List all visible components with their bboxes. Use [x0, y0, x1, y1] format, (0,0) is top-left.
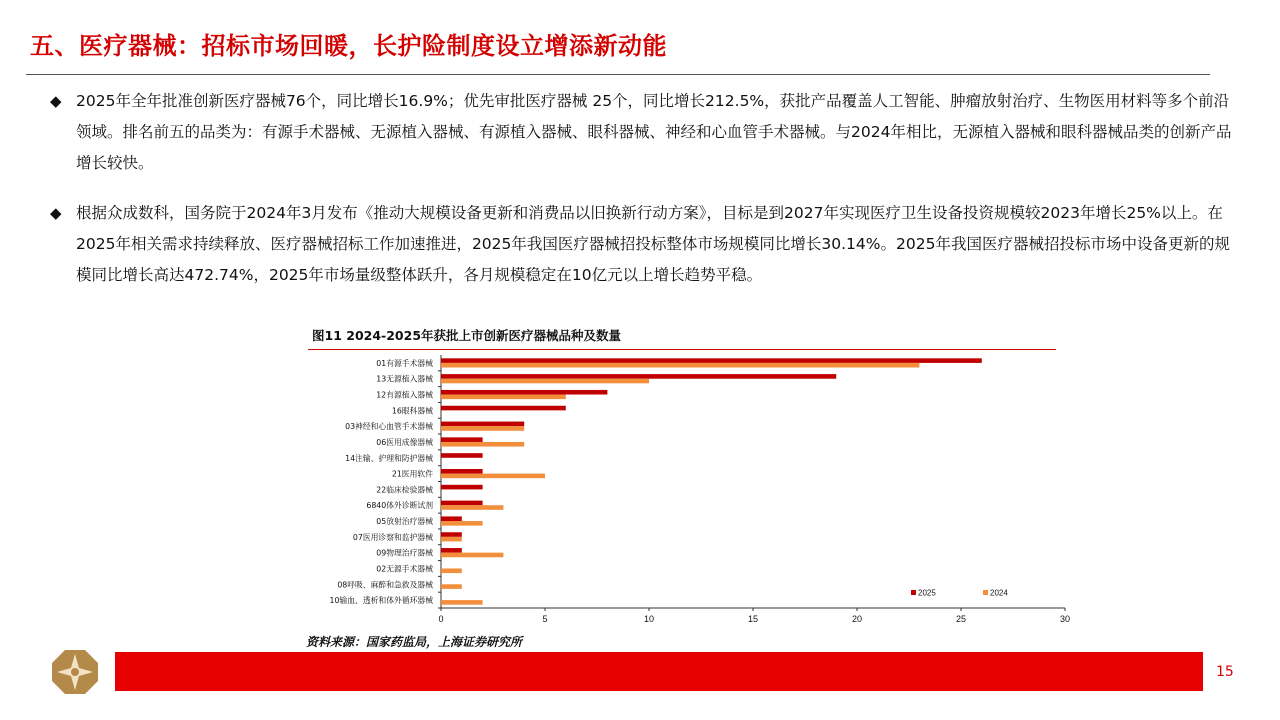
- y-category-label: 08呼吸、麻醉和急救及器械: [337, 580, 433, 590]
- diamond-bullet-icon: ◆: [50, 92, 62, 110]
- bar-2025: [441, 501, 483, 506]
- x-tick-label: 10: [643, 614, 655, 624]
- chart-title-divider: [308, 349, 1056, 350]
- bar-2024: [441, 568, 462, 573]
- bar-2024: [441, 395, 566, 400]
- y-category-label: 01有源手术器械: [376, 358, 433, 368]
- bar-2025: [441, 548, 462, 553]
- bar-2024: [441, 521, 483, 526]
- source-note: 资料来源：国家药监局，上海证券研究所: [306, 635, 523, 649]
- y-category-label: 05放射治疗器械: [376, 517, 433, 527]
- legend-swatch-2025: [911, 590, 916, 595]
- bar-2025: [441, 406, 566, 411]
- y-category-label: 16眼科器械: [391, 406, 433, 416]
- innovative-device-bar-chart: [300, 352, 1080, 627]
- y-category-label: 6840体外诊断试剂: [366, 501, 433, 511]
- bar-2025: [441, 374, 836, 379]
- bar-2024: [441, 600, 483, 605]
- y-category-label: 12有源植入器械: [376, 390, 433, 400]
- bar-2024: [441, 426, 524, 431]
- diamond-bullet-icon: ◆: [50, 204, 62, 222]
- bullet-text: 根据众成数科，国务院于2024年3月发布《推动大规模设备更新和消费品以旧换新行动方案》，目标是到2027年实现医疗卫生设备投资规模较2023年增长25%以上。在2025年相关需求持续释放、医疗器械招标工作加速推进，2025年我国医疗器械招投标整体市场规模同比增长30.14%。2025年我国医疗器械招投标市场中设备更新的规模同比增长高达472.74%，2025年市场量级整体跃升，各月规模稳定在10亿元以上增长趋势平稳。: [76, 204, 1230, 284]
- bar-2024: [441, 584, 462, 589]
- y-category-label: 13无源植入器械: [376, 374, 433, 384]
- bullet-paragraph-2: [50, 198, 1235, 291]
- footer-bar: [115, 652, 1203, 691]
- bar-2025: [441, 437, 483, 442]
- x-tick-label: 5: [542, 614, 548, 624]
- y-category-label: 22临床检验器械: [376, 485, 433, 495]
- legend-swatch-2024: [983, 590, 988, 595]
- bullet-paragraph-1: [50, 86, 1235, 179]
- bar-2024: [441, 553, 503, 558]
- company-logo-icon: [50, 648, 100, 700]
- bar-2025: [441, 532, 462, 537]
- x-tick-label: 25: [955, 614, 967, 624]
- x-tick-label: 20: [851, 614, 863, 624]
- y-category-label: 21医用软件: [391, 469, 433, 479]
- bar-2024: [441, 537, 462, 542]
- y-category-label: 14注输、护理和防护器械: [345, 453, 433, 463]
- bar-2024: [441, 442, 524, 447]
- title-divider: [26, 74, 1210, 75]
- bar-2025: [441, 390, 607, 395]
- bar-2025: [441, 422, 524, 427]
- page-title: 五、医疗器械：招标市场回暖，长护险制度设立增添新动能: [30, 32, 667, 60]
- bar-2024: [441, 505, 503, 510]
- bar-2024: [441, 474, 545, 479]
- bullet-text: 2025年全年批准创新医疗器械76个，同比增长16.9%；优先审批医疗器械 25个，同比增长212.5%，获批产品覆盖人工智能、肿瘤放射治疗、生物医用材料等多个前沿领域。排名前五的品类为：有源手术器械、无源植入器械、有源植入器械、眼科器械、神经和心血管手术器械。与2024年相比，无源植入器械和眼科器械品类的创新产品增长较快。: [76, 92, 1232, 172]
- bar-2025: [441, 516, 462, 521]
- y-category-label: 10输血、透析和体外循环器械: [329, 596, 433, 606]
- page-number: 15: [1216, 664, 1234, 680]
- y-category-label: 09物理治疗器械: [376, 548, 433, 558]
- y-category-label: 02无源手术器械: [376, 564, 433, 574]
- y-category-label: 07医用诊察和监护器械: [352, 532, 433, 542]
- bar-2025: [441, 453, 483, 458]
- legend-label-2024: 2024: [990, 588, 1008, 598]
- y-category-label: 03神经和心血管手术器械: [345, 422, 433, 432]
- legend-label-2025: 2025: [918, 588, 936, 598]
- x-tick-label: 0: [438, 614, 444, 624]
- bar-2025: [441, 358, 982, 363]
- x-tick-label: 30: [1059, 614, 1071, 624]
- bar-2024: [441, 379, 649, 384]
- x-tick-label: 15: [747, 614, 759, 624]
- chart-title: 图11 2024-2025年获批上市创新医疗器械品种及数量: [312, 328, 622, 343]
- bar-2025: [441, 469, 483, 474]
- bar-2025: [441, 485, 483, 490]
- bar-2024: [441, 363, 919, 368]
- y-category-label: 06医用成像器械: [376, 437, 433, 447]
